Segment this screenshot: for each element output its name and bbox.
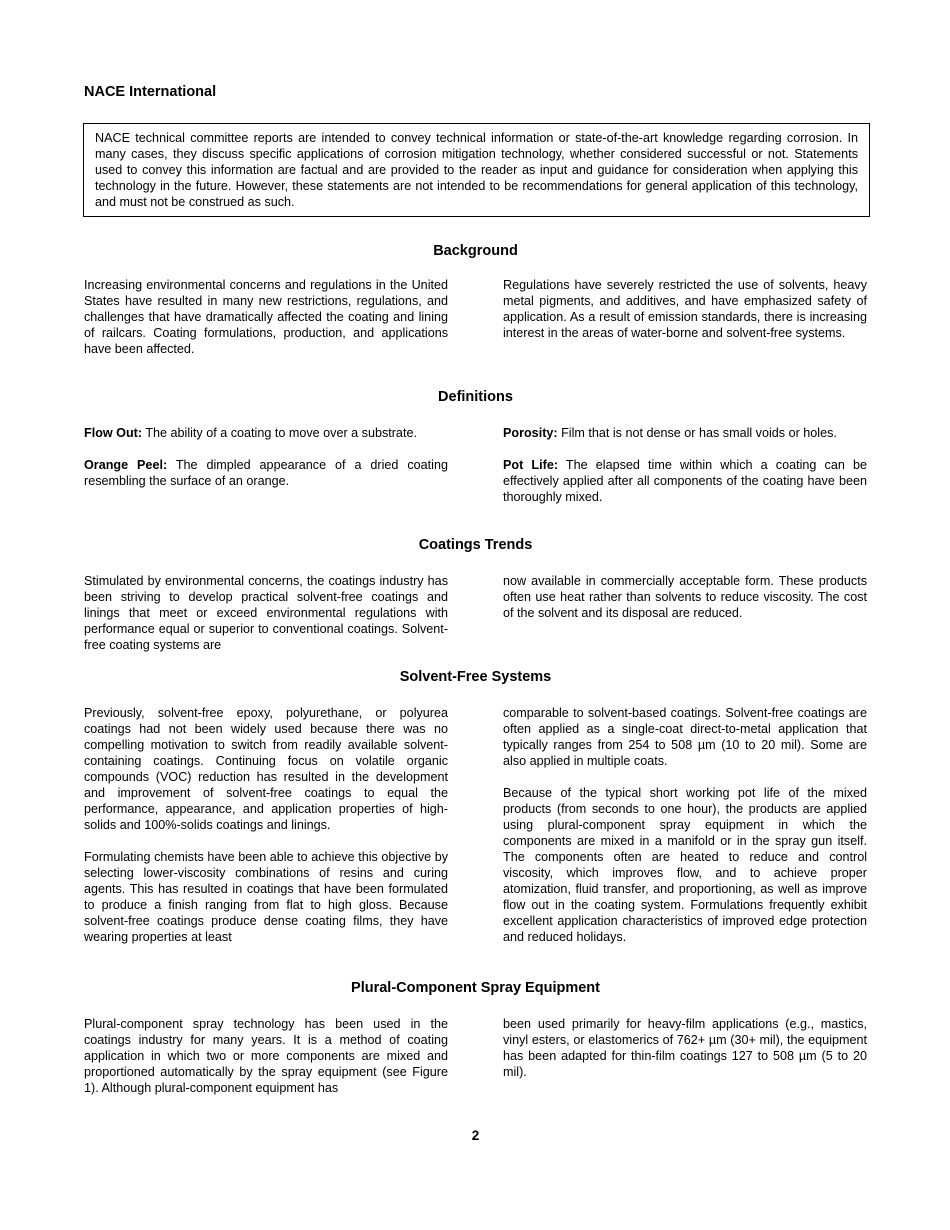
- plural-right-column: [503, 1016, 867, 1080]
- background-right-column: [503, 277, 867, 341]
- definitions-left-column: [84, 425, 448, 489]
- definition-flow-out: [84, 425, 448, 441]
- section-heading-solvent-free: Solvent-Free Systems: [399, 669, 552, 685]
- trends-right-column: [503, 573, 867, 621]
- page-number: 2: [471, 1128, 480, 1143]
- definition-text: Film that is not dense or has small voids or holes.: [557, 426, 837, 440]
- definition-term: Pot Life:: [503, 458, 559, 472]
- definition-text: The elapsed time within which a coating can be effectively applied after all components of the coating have been thoroughly mixed.: [503, 458, 867, 504]
- definition-text: The ability of a coating to move over a substrate.: [142, 426, 417, 440]
- background-paragraph-left: Increasing environmental concerns and regulations in the United States have resulted in many new restrictions, regulations, and challenges that have dramatically affected the coating and lining of railcars. Coating formulations, production, and applications have been affected.: [84, 278, 448, 356]
- definitions-right-column: [503, 425, 867, 505]
- solvent-free-right-column: [503, 705, 867, 945]
- solvent-free-paragraph: Previously, solvent-free epoxy, polyurethane, or polyurea coatings had not been widely used because there was no compelling motivation to switch from readily available solvent-containing coatings. Continuing focus on volatile organic compounds (VOC) reduction has resulted in the development and improvement of solvent-free coatings to equal the performance, appearance, and application properties of high-solids and 100%-solids coatings and linings.: [84, 706, 448, 832]
- section-heading-definitions: Definitions: [438, 389, 513, 405]
- plural-left-column: [84, 1016, 448, 1096]
- solvent-free-paragraph: Because of the typical short working pot life of the mixed products (from seconds to one hour), the products are applied using plural-component spray equipment in which the components are mixed in a manifold or in the spray gun itself. The components often are heated to reduce and control viscosity, which improves flow, and to achieve proper atomization, fluid transfer, and proportioning, as well as improve flow out in the coating system. Formulations frequently exhibit excellent application characteristics of improved edge protection and reduced holidays.: [503, 786, 867, 944]
- section-heading-background: Background: [433, 243, 518, 259]
- section-heading-coatings-trends: Coatings Trends: [418, 537, 533, 553]
- solvent-free-left-column: [84, 705, 448, 945]
- solvent-free-paragraph: comparable to solvent-based coatings. Solvent-free coatings are often applied as a single-coat direct-to-metal application that typically ranges from 254 to 508 µm (10 to 20 mil). Some are also applied in multiple coats.: [503, 706, 867, 768]
- plural-paragraph-left: Plural-component spray technology has been used in the coatings industry for many years. It is a method of coating application in which two or more components are mixed and proportioned automatically by the spray equipment (see Figure 1). Although plural-component equipment has: [84, 1017, 448, 1095]
- definition-text: The dimpled appearance of a dried coating resembling the surface of an orange.: [84, 458, 448, 488]
- definition-term: Porosity:: [503, 426, 558, 440]
- solvent-free-paragraph: Formulating chemists have been able to achieve this objective by selecting lower-viscosity combinations of resins and curing agents. This has resulted in coatings that have been formulated to produce a finish ranging from flat to high gloss. Because solvent-free coatings produce dense coating films, they have wearing properties at least: [84, 850, 448, 944]
- plural-paragraph-right: been used primarily for heavy-film applications (e.g., mastics, vinyl esters, or elastomerics of 762+ µm (30+ mil), the equipment has been adapted for thin-film coatings 127 to 508 µm (5 to 20 mil).: [503, 1017, 867, 1079]
- definition-term: Flow Out:: [84, 426, 143, 440]
- section-heading-plural-component: Plural-Component Spray Equipment: [351, 980, 600, 996]
- trends-paragraph-right: now available in commercially acceptable form. These products often use heat rather than solvents to reduce viscosity. The cost of the solvent and its disposal are reduced.: [503, 574, 867, 620]
- definition-porosity: [503, 425, 867, 441]
- trends-left-column: [84, 573, 448, 653]
- organization-header: NACE International: [84, 84, 217, 100]
- definition-term: Orange Peel:: [84, 458, 168, 472]
- definition-pot-life: [503, 457, 867, 505]
- disclaimer-box: NACE technical committee reports are intended to convey technical information or state-of-the-art knowledge regarding corrosion. In many cases, they discuss specific applications of corrosion mitigation technology, whether considered successful or not. Statements used to convey this information are factual and are provided to the reader as input and guidance for consideration when applying this technology in the future. However, these statements are not intended to be recommendations for general application of this technology, and must not be construed as such.: [83, 123, 870, 217]
- definition-orange-peel: [84, 457, 448, 489]
- background-paragraph-right: Regulations have severely restricted the use of solvents, heavy metal pigments, and additives, and have emphasized safety of application. As a result of emission standards, there is increasing interest in the areas of water-borne and solvent-free systems.: [503, 278, 867, 340]
- trends-paragraph-left: Stimulated by environmental concerns, the coatings industry has been striving to develop practical solvent-free coatings and linings that meet or exceed environmental regulations with performance equal or superior to conventional coatings. Solvent-free coating systems are: [84, 574, 448, 652]
- background-left-column: [84, 277, 448, 357]
